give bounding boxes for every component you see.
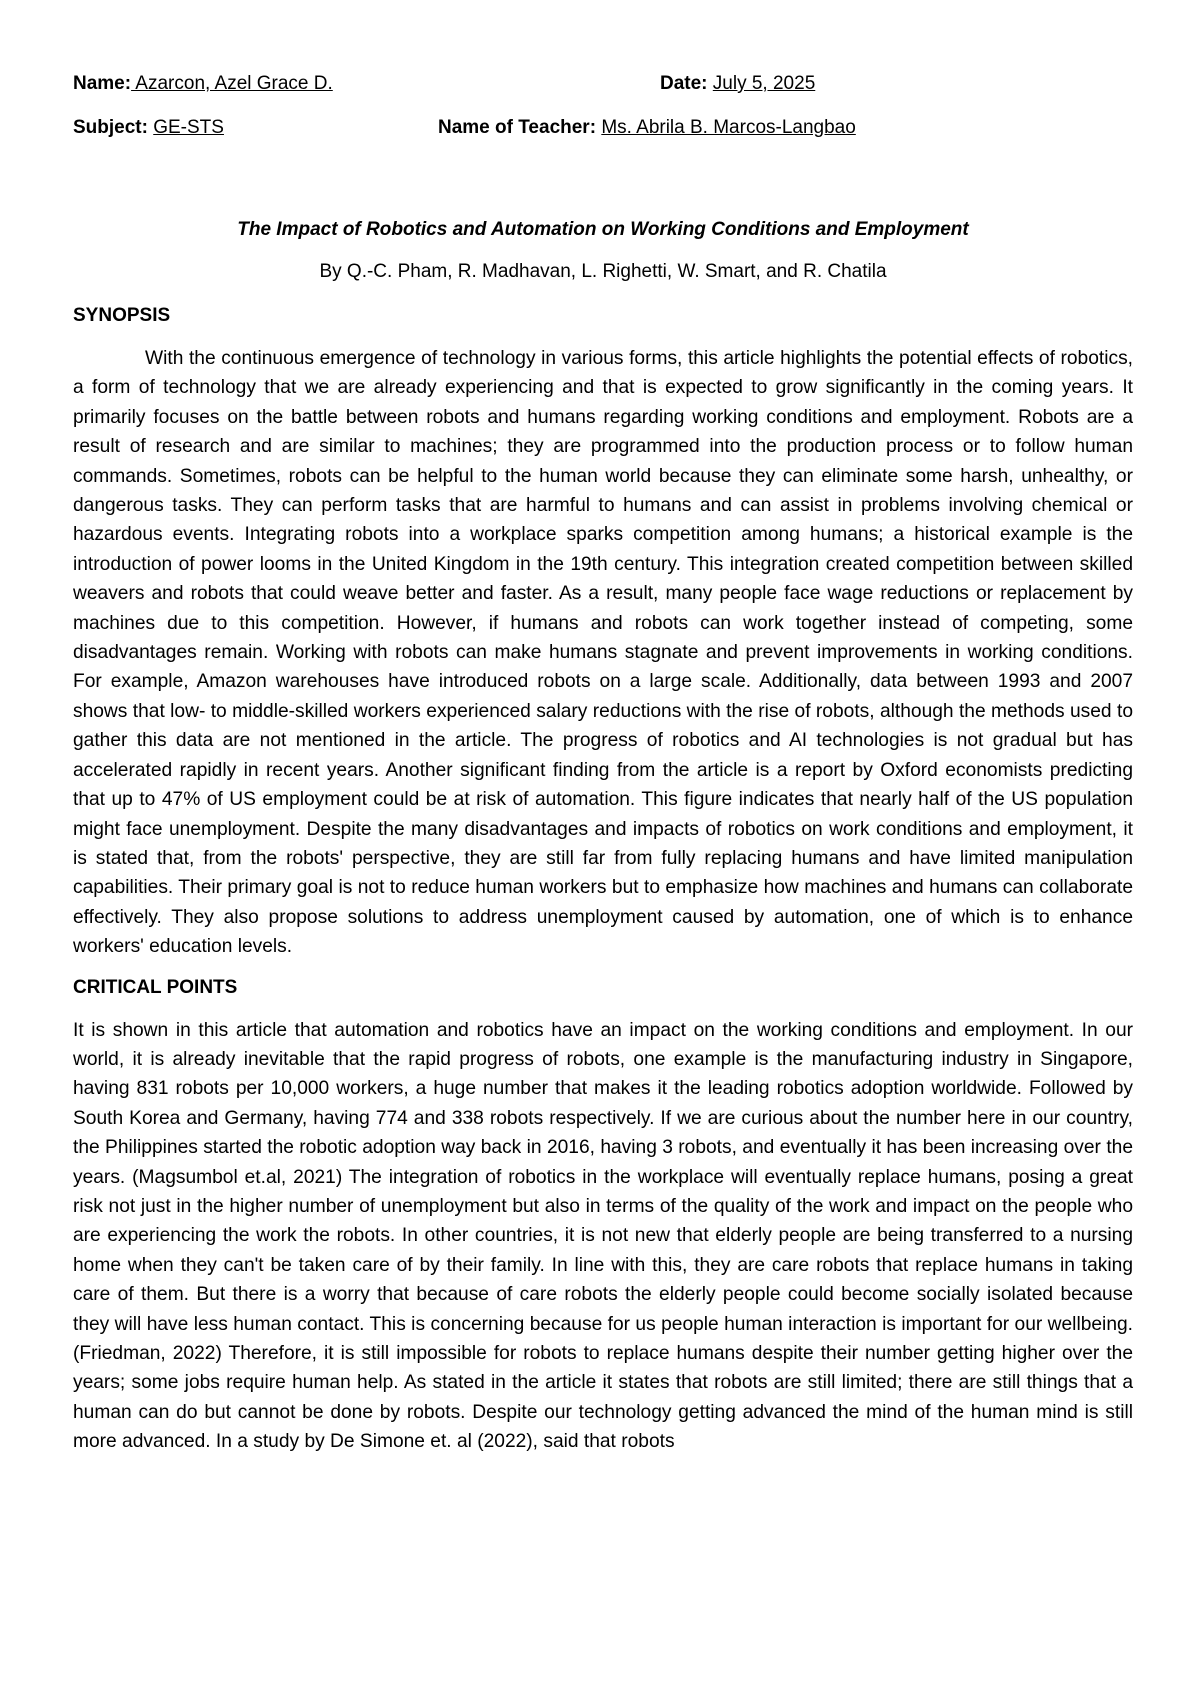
teacher-label: Name of Teacher: [438,117,597,138]
teacher-field [438,114,856,142]
synopsis-paragraph: With the continuous emergence of technology in various forms, this article highlights the potential effects of robotics, a form of technology that we are already experiencing and that is expected to grow significantly in the coming years. It primarily focuses on the battle between robots and humans regarding working conditions and employment. Robots are a result of research and are similar to machines; they are programmed into the production process or to follow human commands. Sometimes, robots can be helpful to the human world because they can eliminate some harsh, unhealthy, or dangerous tasks. They can perform tasks that are harmful to humans and can assist in problems involving chemical or hazardous events. Integrating robots into a workplace sparks competition among humans; a historical example is the introduction of power looms in the United Kingdom in the 19th century. This integration created competition between skilled weavers and robots that could weave better and faster. As a result, many people face wage reductions or replacement by machines due to this competition. However, if humans and robots can work together instead of competing, some disadvantages remain. Working with robots can make humans stagnate and prevent improvements in working conditions. For example, Amazon warehouses have introduced robots on a large scale. Additionally, data between 1993 and 2007 shows that low- to middle-skilled workers experienced salary reductions with the rise of robots, although the methods used to gather this data are not mentioned in the article. The progress of robotics and AI technologies is not gradual but has accelerated rapidly in recent years. Another significant finding from the article is a report by Oxford economists predicting that up to 47% of US employment could be at risk of automation. This figure indicates that nearly half of the US population might face unemployment. Despite the many disadvantages and impacts of robotics on work conditions and employment, it is stated that, from the robots' perspective, they are still far from fully replacing humans and have limited manipulation capabilities. Their primary goal is not to reduce human workers but to emphasize how machines and humans can collaborate effectively. They also propose solutions to address unemployment caused by automation, one of which is to enhance workers' education levels. [73,348,1133,958]
critical-points-heading: CRITICAL POINTS [73,976,238,998]
header-row-subject-teacher [73,114,1133,142]
header-row-name-date [73,70,1133,98]
name-value: Azarcon, Azel Grace D. [131,73,333,94]
subject-value: GE-STS [153,117,224,138]
subject-label: Subject: [73,117,148,138]
subject-field [73,114,224,142]
date-field [660,70,815,98]
date-label: Date: [660,73,708,94]
critical-points-paragraph: It is shown in this article that automation and robotics have an impact on the working conditions and employment. In our world, it is already inevitable that the rapid progress of robots, one example is the manufacturing industry in Singapore, having 831 robots per 10,000 workers, a huge number that makes it the leading robotics adoption worldwide. Followed by South Korea and Germany, having 774 and 338 robots respectively. If we are curious about the number here in our country, the Philippines started the robotic adoption way back in 2016, having 3 robots, and eventually it has been increasing over the years. (Magsumbol et.al, 2021) The integration of robotics in the workplace will eventually replace humans, posing a great risk not just in the higher number of unemployment but also in terms of the quality of the work and impact on the people who are experiencing the work the robots. In other countries, it is not new that elderly people are being transferred to a nursing home when they can't be taken care of by their family. In line with this, they are care robots that replace humans in taking care of them. But there is a worry that because of care robots the elderly people could become socially isolated because they will have less human contact. This is concerning because for us people human interaction is important for our wellbeing. (Friedman, 2022) Therefore, it is still impossible for robots to replace humans despite their number getting higher over the years; some jobs require human help. As stated in the article it states that robots are still limited; there are still things that a human can do but cannot be done by robots. Despite our technology getting advanced the mind of the human mind is still more advanced. In a study by De Simone et. al (2022), said that robots [73,1019,1133,1453]
article-title-block [73,216,1133,286]
teacher-value: Ms. Abrila B. Marcos-Langbao [601,117,856,138]
date-value: July 5, 2025 [712,73,816,94]
student-name-field [73,70,333,98]
article-title: The Impact of Robotics and Automation on Working Conditions and Employment [237,219,969,240]
name-label: Name: [73,73,132,94]
document-page [73,70,1133,1457]
article-authors: By Q.-C. Pham, R. Madhavan, L. Righetti, W. Smart, and R. Chatila [319,261,887,282]
synopsis-heading: SYNOPSIS [73,305,171,326]
